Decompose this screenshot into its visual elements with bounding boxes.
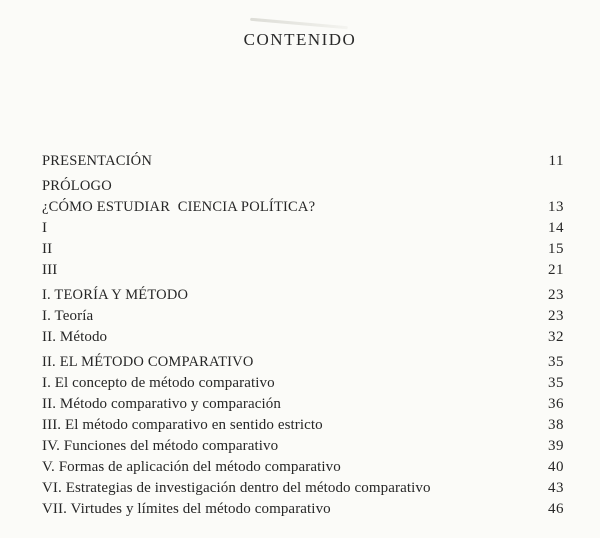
- toc-row: [42, 239, 564, 260]
- toc-entry-label: VI. Estrategias de investigación dentro del método comparativo: [42, 480, 431, 496]
- toc-entry-page: 39: [548, 438, 564, 454]
- toc-row: [42, 373, 564, 394]
- toc-row: [42, 306, 564, 327]
- toc-entry-page: 11: [548, 153, 564, 169]
- toc-row: [42, 218, 564, 239]
- toc-entry-page: 14: [548, 220, 564, 236]
- toc-entry-page: 46: [548, 501, 564, 517]
- toc-list: [42, 151, 564, 520]
- toc-row: [42, 197, 564, 218]
- toc-entry-page: 35: [548, 354, 564, 370]
- toc-entry-label: III. El método comparativo en sentido estricto: [42, 417, 323, 433]
- toc-entry-page: 38: [548, 417, 564, 433]
- toc-row: [42, 352, 564, 373]
- toc-row: [42, 499, 564, 520]
- toc-entry-page: 21: [548, 262, 564, 278]
- toc-row: [42, 260, 564, 281]
- toc-row: [42, 151, 564, 172]
- toc-entry-label: V. Formas de aplicación del método comparativo: [42, 459, 341, 475]
- toc-row: [42, 415, 564, 436]
- toc-row: [42, 327, 564, 348]
- toc-entry-label: I. TEORÍA Y MÉTODO: [42, 287, 189, 303]
- toc-row: [42, 394, 564, 415]
- toc-entry-page: 32: [548, 329, 564, 345]
- toc-entry-page: 35: [548, 375, 564, 391]
- toc-entry-page: 40: [548, 459, 564, 475]
- page-title: CONTENIDO: [243, 30, 357, 49]
- toc-entry-label: IV. Funciones del método comparativo: [42, 438, 279, 454]
- toc-row: [42, 285, 564, 306]
- toc-entry-label: I: [42, 220, 48, 236]
- toc-row: [42, 436, 564, 457]
- toc-entry-page: 23: [548, 308, 564, 324]
- toc-row: [42, 457, 564, 478]
- toc-entry-label: I. El concepto de método comparativo: [42, 375, 275, 391]
- toc-entry-label: VII. Virtudes y límites del método comparativo: [42, 501, 331, 517]
- toc-row: [42, 176, 564, 197]
- toc-entry-page: 13: [548, 199, 564, 215]
- toc-entry-page: 36: [548, 396, 564, 412]
- toc-entry-label: II. EL MÉTODO COMPARATIVO: [42, 354, 254, 370]
- toc-entry-label: I. Teoría: [42, 308, 94, 324]
- toc-row: [42, 478, 564, 499]
- toc-entry-label: PRÓLOGO: [42, 178, 112, 194]
- toc-entry-label: II. Método comparativo y comparación: [42, 396, 281, 412]
- scan-streak-artifact: [250, 18, 348, 30]
- toc-entry-label: II. Método: [42, 329, 108, 345]
- toc-entry-label: III: [42, 262, 58, 278]
- toc-entry-label: PRESENTACIÓN: [42, 153, 152, 169]
- toc-entry-label: II: [42, 241, 53, 257]
- toc-entry-page: 23: [548, 287, 564, 303]
- toc-entry-page: 43: [548, 480, 564, 496]
- toc-entry-page: 15: [548, 241, 564, 257]
- toc-entry-label: ¿CÓMO ESTUDIAR CIENCIA POLÍTICA?: [42, 199, 316, 215]
